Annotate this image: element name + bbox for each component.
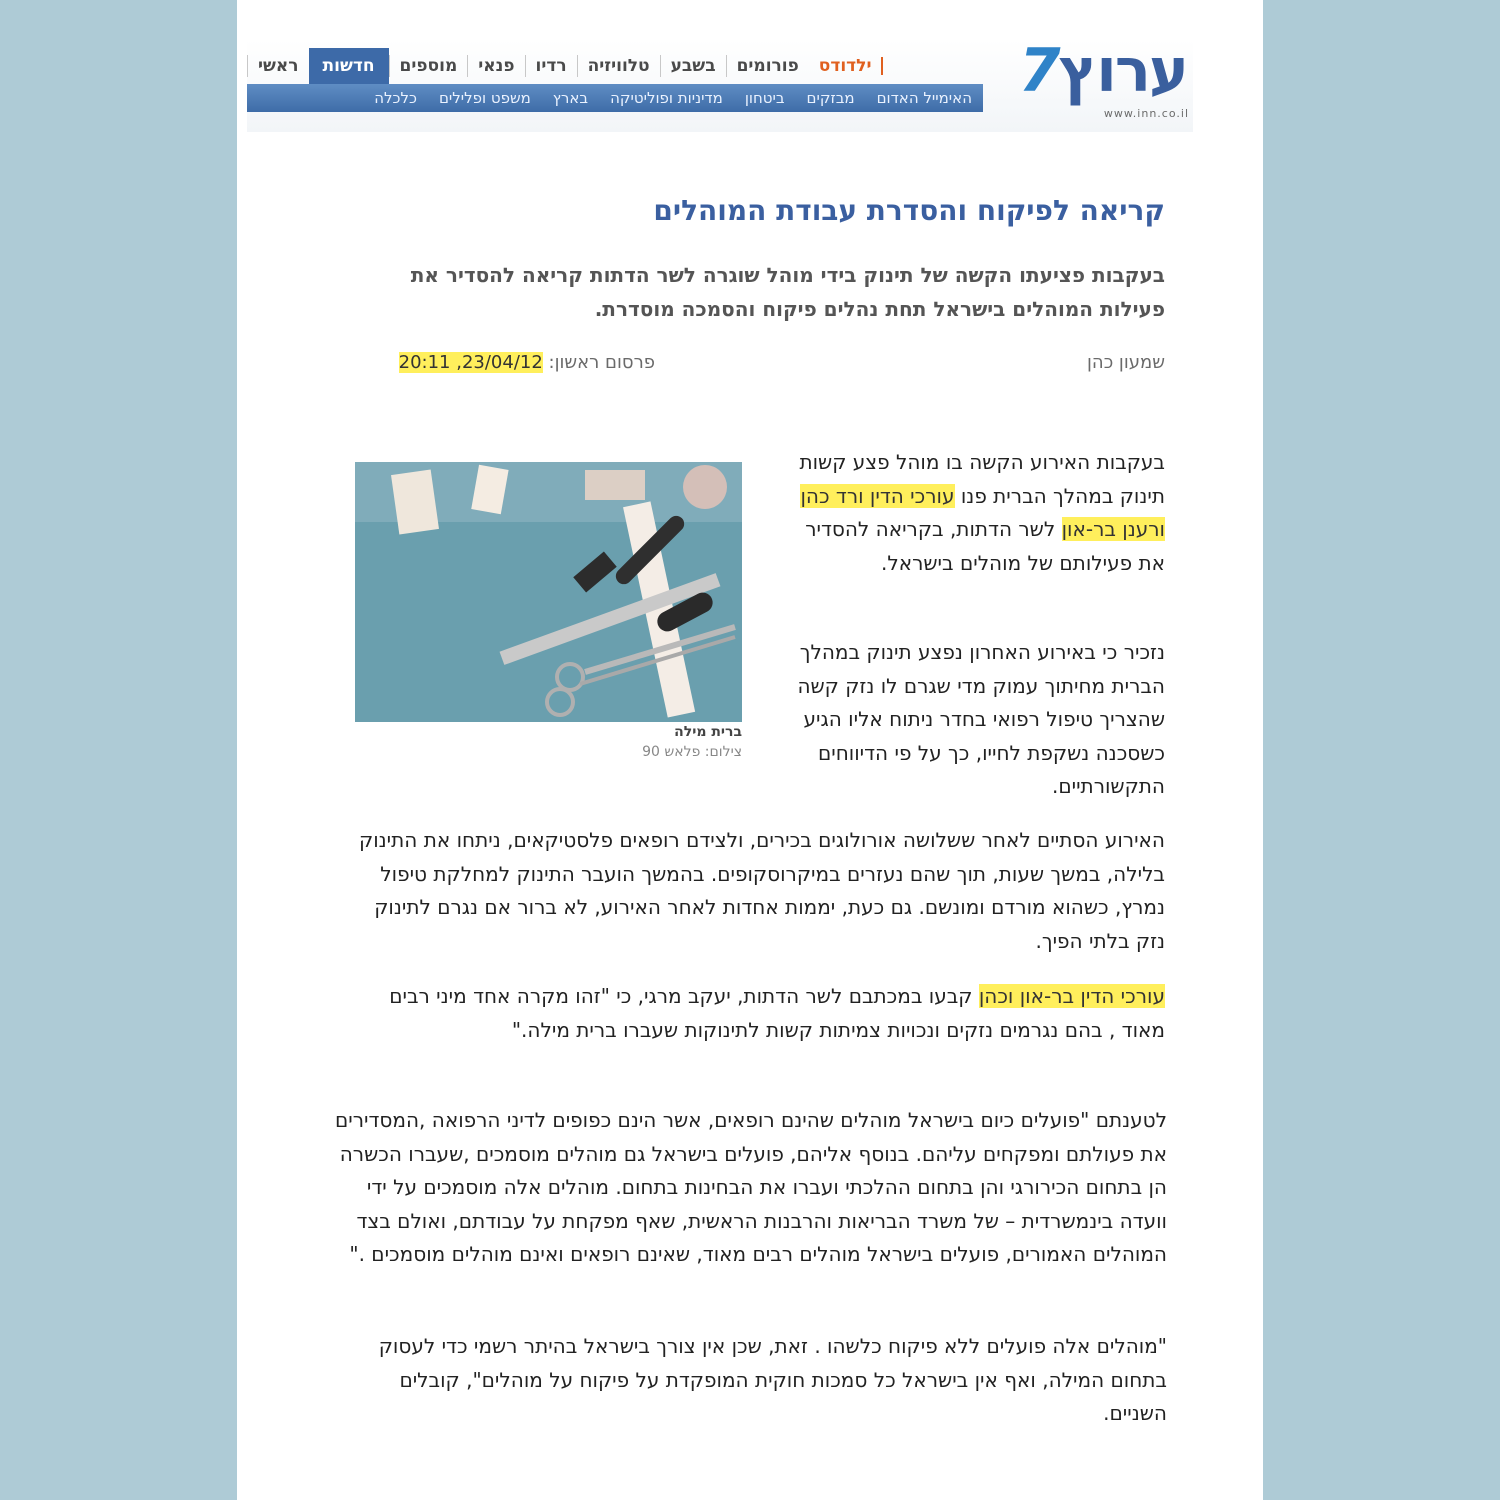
- subnav-economy[interactable]: כלכלה: [374, 89, 417, 107]
- nav-kids[interactable]: ילדודס: [818, 56, 872, 76]
- nav-leisure[interactable]: פנאי: [467, 55, 524, 77]
- surgical-tools-illustration: [355, 462, 742, 722]
- publish-label: פרסום ראשון:: [542, 352, 655, 373]
- subnav-security[interactable]: ביטחון: [744, 89, 785, 107]
- paragraph-5: לטענתם "פועלים כיום בישראל מוהלים שהינם רופאים, אשר הינם כפופים לדיני הרפואה ,המסדירים את פעולתם ומפקחים עליהם. בנוסף אליהם, פועלים בישראל גם מוהלים מוסמכים ,שעברו הכשרה הן בתחום הכירורגי והן בתחום ההלכתי ועברו את הבחינות בתחום. מוהלים אלה מוסמכים על ידי וועדה בינמשרדית – של משרד הבריאות והרבנות הראשית, שאף מפקחת על עבודתם, ואולם בצד המוהלים האמורים, פועלים בישראל מוהלים רבים מאוד, שאינם רופאים ואינם מוהלים מוסמכים .": [334, 1108, 1167, 1266]
- subnav-flashes[interactable]: מבזקים: [806, 89, 855, 107]
- publish-date: 23/04/12, 20:11: [398, 352, 543, 373]
- caption-credit: צילום: פלאש 90: [642, 744, 742, 760]
- article-lead: בעקבות פציעתו הקשה של תינוק בידי מוהל שוגרה לשר הדתות קריאה להסדיר את פעילות המוהלים בישראל תחת נהלים פיקוח והסמכה מוסדרת.: [410, 263, 1165, 321]
- nav-supplements[interactable]: מוספים: [389, 55, 468, 77]
- nav-news[interactable]: חדשות: [309, 48, 389, 84]
- caption-title: ברית מילה: [674, 724, 742, 740]
- logo-digit: 7: [1018, 36, 1059, 106]
- site-logo[interactable]: [997, 36, 1193, 120]
- highlight-lawyers: עורכי הדין ורד כהן ורענן בר-און: [800, 483, 1165, 541]
- paragraph-3: האירוע הסתיים לאחר ששלושה אורולוגים בכירים, ולצידם רופאים פלסטיקאים, ניתחו את התינוק בלילה, במשך שעות, תוך שהם נעזרים במיקרוסקופים. בהמשך הועבר התינוק למחלקת טיפול נמרץ, כשהוא מורדם ומונשם. גם כעת, יממות אחדות לאחר האירוע, לא ברור אם נגרם לתינוק נזק בלתי הפיך.: [359, 828, 1165, 953]
- publish-info: [399, 352, 655, 373]
- nav-besheva[interactable]: בשבע: [660, 55, 726, 77]
- subnav-politics[interactable]: מדיניות ופוליטיקה: [610, 89, 723, 107]
- paragraph-2: נזכיר כי באירוע האחרון נפצע תינוק במהלך הברית מחיתוך עמוק מדי שגרם לו נזק קשה שהצריך טיפול רפואי בחדר ניתוח אליו הגיע כשסכנה נשקפת לחייו, כך על פי הדיווחים התקשורתיים.: [797, 640, 1165, 798]
- highlight-lawyers-2: עורכי הדין בר-און וכהן: [978, 984, 1165, 1008]
- article-headline: קריאה לפיקוח והסדרת עבודת המוהלים: [653, 194, 1165, 227]
- author[interactable]: שמעון כהן: [1087, 352, 1165, 373]
- subnav-law[interactable]: משפט ופלילים: [438, 89, 531, 107]
- main-nav: [247, 48, 983, 84]
- nav-forums[interactable]: פורומים: [726, 55, 809, 77]
- nav-tv[interactable]: טלוויזיה: [577, 55, 660, 77]
- photo-caption: [355, 724, 742, 760]
- byline: [357, 350, 1165, 380]
- subnav-red-email[interactable]: האימייל האדום: [876, 89, 972, 107]
- nav-radio[interactable]: רדיו: [525, 55, 577, 77]
- article-photo[interactable]: [355, 462, 742, 722]
- subnav-israel[interactable]: בארץ: [552, 89, 589, 107]
- paragraph-6: "מוהלים אלה פועלים ללא פיקוח כלשהו . זאת, שכן אין צורך בישראל בהיתר רשמי כדי לעסוק בתחום המילה, ואף אין בישראל כל סמכות חוקית המופקדת על פיקוח על מוהלים", קובלים השניים.: [378, 1334, 1167, 1425]
- logo-text: ערוץ: [1058, 36, 1187, 106]
- page: [237, 0, 1263, 1500]
- nav-home[interactable]: ראשי: [247, 55, 309, 77]
- nav-end-divider: [881, 57, 883, 75]
- logo-url: www.inn.co.il: [1103, 107, 1189, 120]
- site-header: [247, 36, 1193, 132]
- paragraph-4: עורכי הדין בר-און וכהן קבעו במכתבם לשר הדתות, יעקב מרגי, כי "זהו מקרה אחד מיני רבים מאוד , בהם נגרמים נזקים ונכויות צמיתות קשות לתינוקות שעברו ברית מילה.": [389, 984, 1165, 1042]
- paragraph-1: בעקבות האירוע הקשה בו מוהל פצע קשות תינוק במהלך הברית פנו עורכי הדין ורד כהן ורענן בר-און לשר הדתות, בקריאה להסדיר את פעילותם של מוהלים בישראל.: [799, 450, 1165, 575]
- sub-nav: [247, 84, 983, 112]
